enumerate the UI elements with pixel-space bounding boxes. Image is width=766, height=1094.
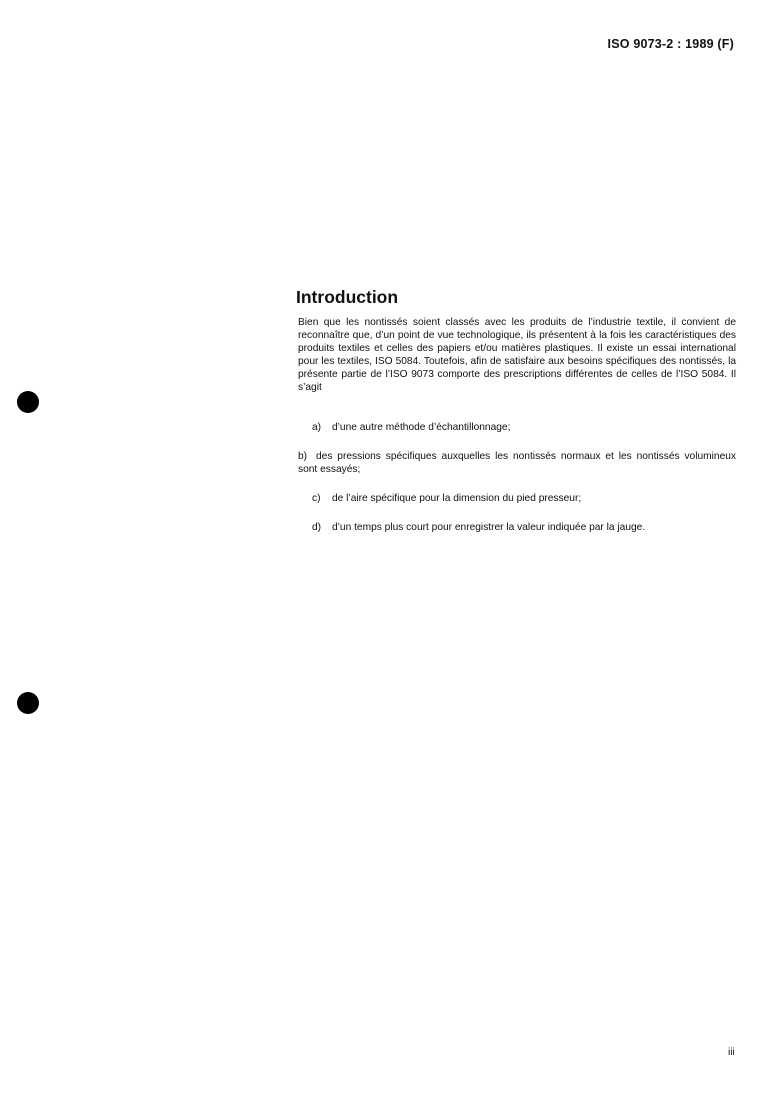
list-item-label: b): [298, 451, 308, 462]
binder-hole-mark: [17, 692, 39, 714]
list-item-text: des pressions spécifiques auxquelles les nontissés normaux et les nontissés volumineux sont essayés;: [298, 451, 736, 475]
list-item-label: d): [312, 522, 322, 533]
binder-hole-mark: [17, 391, 39, 413]
list-item: [298, 421, 736, 434]
list-item-text: d’une autre méthode d’échantillonnage;: [332, 422, 511, 433]
list-item: [298, 450, 736, 476]
document-header: ISO 9073-2 : 1989 (F): [607, 37, 734, 51]
intro-paragraph: Bien que les nontissés soient classés avec les produits de l’industrie textile, il convient de reconnaître que, d’un point de vue technologique, ils présentent à la fois les caractéristiques des produits textiles et celles des papiers et/ou matières plastiques. Il existe un essai international pour les textiles, ISO 5084. Toutefois, afin de satisfaire aux besoins spécifiques des nontissés, la présente partie de l’ISO 9073 comporte des prescriptions différentes de celles de l’ISO 5084. Il s’agit: [298, 317, 736, 393]
section-title: Introduction: [296, 287, 399, 307]
list-item-label: a): [312, 422, 322, 433]
list-item-text: d’un temps plus court pour enregistrer la valeur indiquée par la jauge.: [332, 522, 646, 533]
list-item: [298, 521, 736, 534]
list-item-text: de l’aire spécifique pour la dimension du pied presseur;: [332, 493, 582, 504]
list-item-label: c): [312, 493, 321, 504]
page-number: iii: [728, 1047, 735, 1058]
list-item: [298, 492, 736, 505]
